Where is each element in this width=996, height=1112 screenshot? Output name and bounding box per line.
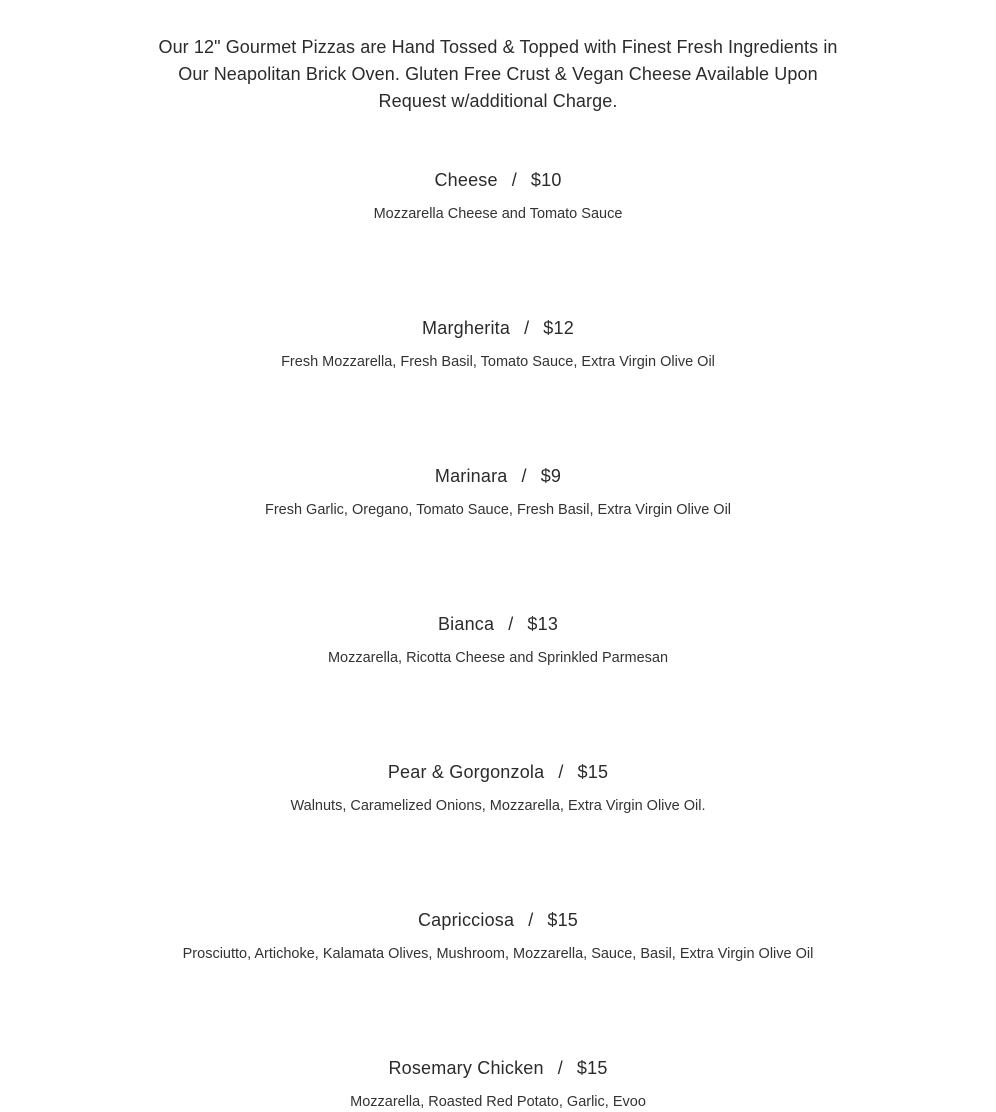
menu-item-price: $15 <box>547 910 579 930</box>
menu-item-separator: / <box>511 170 517 190</box>
menu-item-rosemary-chicken <box>0 1056 996 1112</box>
menu-item-price: $10 <box>530 170 562 190</box>
menu-item-description: Mozzarella Cheese and Tomato Sauce <box>373 206 623 222</box>
menu-item-cheese <box>0 168 996 224</box>
menu-item-bianca <box>0 612 996 668</box>
menu-item-separator: / <box>521 466 527 486</box>
menu-item-separator: / <box>508 614 514 634</box>
menu-item-price: $15 <box>577 762 609 782</box>
menu-item-name: Capricciosa <box>417 910 515 930</box>
menu-item-separator: / <box>558 762 564 782</box>
menu-item-separator: / <box>524 318 530 338</box>
menu-item-name: Cheese <box>434 170 498 190</box>
menu-item-marinara <box>0 464 996 520</box>
menu-item-title <box>0 316 996 340</box>
menu-item-price: $13 <box>527 614 559 634</box>
menu-item-title <box>0 464 996 488</box>
menu-item-title <box>0 612 996 636</box>
menu-item-separator: / <box>528 910 534 930</box>
menu-item-description: Fresh Mozzarella, Fresh Basil, Tomato Sauce, Extra Virgin Olive Oil <box>281 354 715 370</box>
menu-item-description: Mozzarella, Roasted Red Potato, Garlic, Evoo <box>350 1094 646 1110</box>
menu-intro-text: Our 12" Gourmet Pizzas are Hand Tossed & Topped with Finest Fresh Ingredients in Our Neapolitan Brick Oven. Gluten Free Crust & Vegan Cheese Available Upon Request w/additional Charge. <box>158 37 838 111</box>
menu-item-name: Rosemary Chicken <box>388 1058 544 1078</box>
menu-item-description: Fresh Garlic, Oregano, Tomato Sauce, Fresh Basil, Extra Virgin Olive Oil <box>264 502 732 518</box>
menu-item-title <box>0 908 996 932</box>
menu-item-name: Pear & Gorgonzola <box>387 762 545 782</box>
menu-item-title <box>0 168 996 192</box>
menu-item-capricciosa <box>0 908 996 964</box>
menu-item-price: $12 <box>543 318 574 338</box>
menu-item-description: Walnuts, Caramelized Onions, Mozzarella, Extra Virgin Olive Oil. <box>290 798 706 814</box>
menu-item-description: Mozzarella, Ricotta Cheese and Sprinkled Parmesan <box>327 650 669 666</box>
menu-item-price: $15 <box>576 1058 608 1078</box>
menu-item-price: $9 <box>540 466 562 486</box>
menu-item-name: Margherita <box>422 318 511 338</box>
menu-item-name: Marinara <box>434 466 508 486</box>
menu-item-description: Prosciutto, Artichoke, Kalamata Olives, Mushroom, Mozzarella, Sauce, Basil, Extra Virgin Olive Oil <box>182 946 814 962</box>
menu-item-separator: / <box>557 1058 563 1078</box>
menu-item-title <box>0 1056 996 1080</box>
menu-item-pear-gorgonzola <box>0 760 996 816</box>
menu-item-name: Bianca <box>437 614 495 634</box>
menu-item-title <box>0 760 996 784</box>
menu-item-margherita <box>0 316 996 372</box>
